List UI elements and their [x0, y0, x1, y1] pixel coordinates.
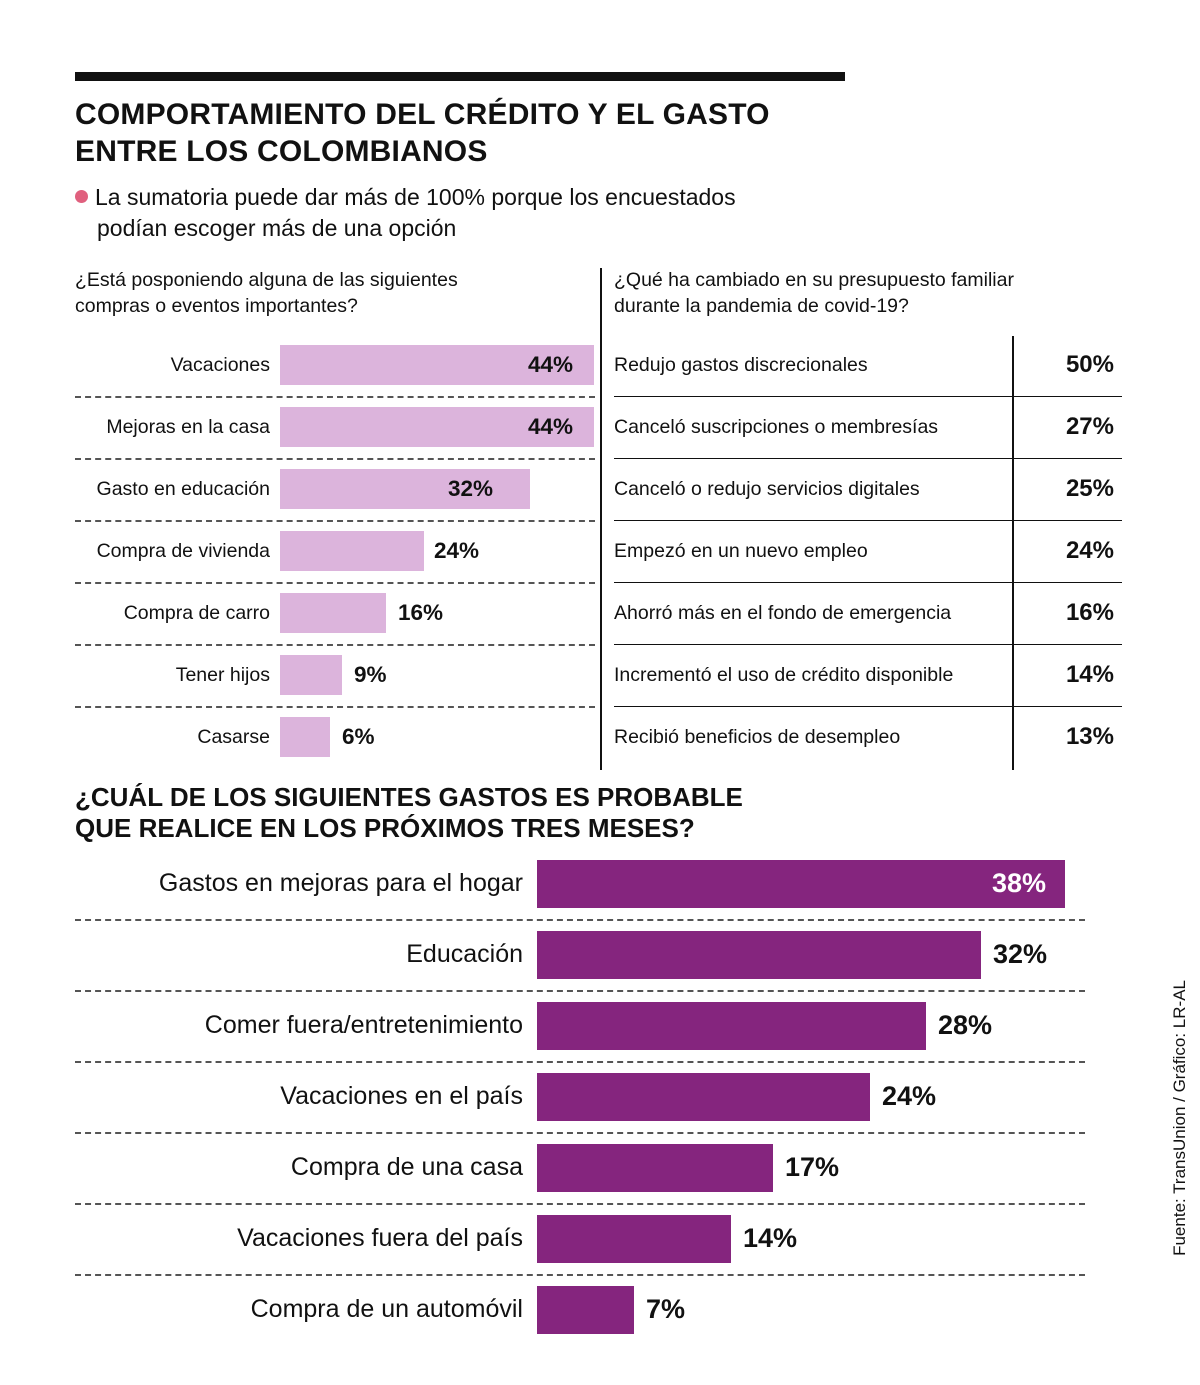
bar-label: Mejoras en la casa [106, 415, 270, 438]
bar-row [75, 644, 595, 706]
bar-label: Gasto en educación [96, 477, 270, 500]
bottom-section-title [75, 782, 975, 844]
table-row-value: 14% [1065, 661, 1114, 688]
row-separator [614, 644, 1122, 645]
bar-fill [537, 931, 981, 979]
methodology-note [75, 182, 1035, 243]
bottom-title-line2: QUE REALICE EN LOS PRÓXIMOS TRES MESES? [75, 813, 695, 844]
bar-row [75, 706, 595, 768]
bar-value: 6% [342, 724, 375, 749]
column-divider [600, 268, 602, 770]
table-row-label: Canceló o redujo servicios digitales [614, 477, 920, 500]
bar-row [75, 1274, 1085, 1345]
table-row-label: Recibió beneficios de desempleo [614, 725, 901, 748]
left-question-line1: ¿Está posponiendo alguna de las siguientes [75, 269, 458, 291]
source-credit: Fuente: TransUnion / Gráfico: LR-AL [1170, 980, 1189, 1256]
bar-value: 38% [992, 868, 1047, 898]
table-row-label: Incrementó el uso de crédito disponible [614, 663, 954, 686]
bar-fill [537, 1286, 634, 1334]
bar-value: 24% [434, 538, 480, 563]
bar-row [75, 396, 595, 458]
bar-value: 24% [882, 1081, 937, 1111]
bar-row [75, 582, 595, 644]
table-row [614, 334, 1122, 396]
table-row [614, 458, 1122, 520]
table-row-value: 13% [1065, 723, 1114, 750]
note-line1: La sumatoria puede dar más de 100% porque los encuestados [95, 184, 736, 210]
bar-label: Compra de vivienda [96, 539, 270, 562]
bar-label: Compra de un automóvil [250, 1295, 523, 1323]
bar-fill [280, 655, 342, 695]
bar-fill [537, 1073, 870, 1121]
bar-label: Vacaciones fuera del país [237, 1224, 523, 1252]
bar-label: Vacaciones en el país [280, 1082, 523, 1110]
left-chart-panel [75, 268, 595, 768]
table-row [614, 644, 1122, 706]
bar-row [75, 1061, 1085, 1132]
bar-value: 14% [743, 1223, 798, 1253]
table-row [614, 520, 1122, 582]
bar-fill [537, 860, 1065, 908]
bottom-chart-panel [75, 848, 1085, 1345]
bar-row [75, 334, 595, 396]
note-line2: podían escoger más de una opción [97, 214, 457, 241]
bar-label: Vacaciones [170, 353, 270, 376]
bar-row [75, 520, 595, 582]
table-row [614, 706, 1122, 768]
row-separator [614, 458, 1122, 459]
bar-value: 9% [354, 662, 387, 687]
table-row-value: 50% [1065, 351, 1114, 378]
bar-value: 44% [527, 352, 573, 377]
bar-value: 32% [448, 476, 494, 501]
bar-value: 16% [398, 600, 444, 625]
bar-fill [280, 717, 330, 757]
bar-label: Educación [406, 940, 523, 968]
bar-label: Tener hijos [175, 663, 270, 686]
table-row-value: 27% [1065, 413, 1114, 440]
page-title [75, 97, 975, 170]
bar-value: 32% [993, 939, 1048, 969]
bar-row [75, 458, 595, 520]
bar-fill [537, 1002, 926, 1050]
bar-value: 28% [938, 1010, 993, 1040]
table-row [614, 582, 1122, 644]
bar-label: Gastos en mejoras para el hogar [158, 869, 523, 897]
bar-label: Comer fuera/entretenimiento [204, 1011, 523, 1039]
bar-row [75, 1132, 1085, 1203]
bar-row [75, 919, 1085, 990]
row-separator [614, 396, 1122, 397]
right-table-panel [614, 268, 1122, 768]
page-title-line1: COMPORTAMIENTO DEL CRÉDITO Y EL GASTO [75, 98, 770, 131]
left-panel-question [75, 268, 595, 334]
row-separator [614, 706, 1122, 707]
row-separator [614, 582, 1122, 583]
table-row-value: 16% [1065, 599, 1114, 626]
bar-fill [280, 593, 386, 633]
table-row-label: Ahorró más en el fondo de emergencia [614, 601, 952, 624]
bar-label: Casarse [197, 725, 270, 748]
bar-value: 7% [646, 1294, 686, 1324]
table-row-label: Redujo gastos discrecionales [614, 353, 868, 376]
bar-row [75, 848, 1085, 919]
table-row-value: 24% [1065, 537, 1114, 564]
table-row-label: Empezó en un nuevo empleo [614, 539, 868, 562]
bar-value: 17% [785, 1152, 840, 1182]
left-question-line2: compras o eventos importantes? [75, 294, 358, 317]
bar-label: Compra de una casa [290, 1153, 523, 1181]
right-panel-question [614, 268, 1122, 334]
bar-value: 44% [527, 414, 573, 439]
bar-row [75, 1203, 1085, 1274]
table-row-value: 25% [1065, 475, 1114, 502]
right-question-line1: ¿Qué ha cambiado en su presupuesto familiar [614, 269, 1014, 291]
page-title-line2: ENTRE LOS COLOMBIANOS [75, 134, 488, 168]
table-row-label: Canceló suscripciones o membresías [614, 415, 939, 438]
row-separator [614, 520, 1122, 521]
bar-fill [537, 1144, 773, 1192]
table-row [614, 396, 1122, 458]
bar-row [75, 990, 1085, 1061]
bar-label: Compra de carro [123, 601, 270, 624]
top-rule-divider [75, 72, 845, 81]
right-question-line2: durante la pandemia de covid-19? [614, 294, 909, 317]
bottom-title-line1: ¿CUÁL DE LOS SIGUIENTES GASTOS ES PROBABLE [75, 782, 743, 812]
bullet-dot-icon [75, 190, 88, 203]
bar-fill [537, 1215, 731, 1263]
bar-fill [280, 531, 424, 571]
